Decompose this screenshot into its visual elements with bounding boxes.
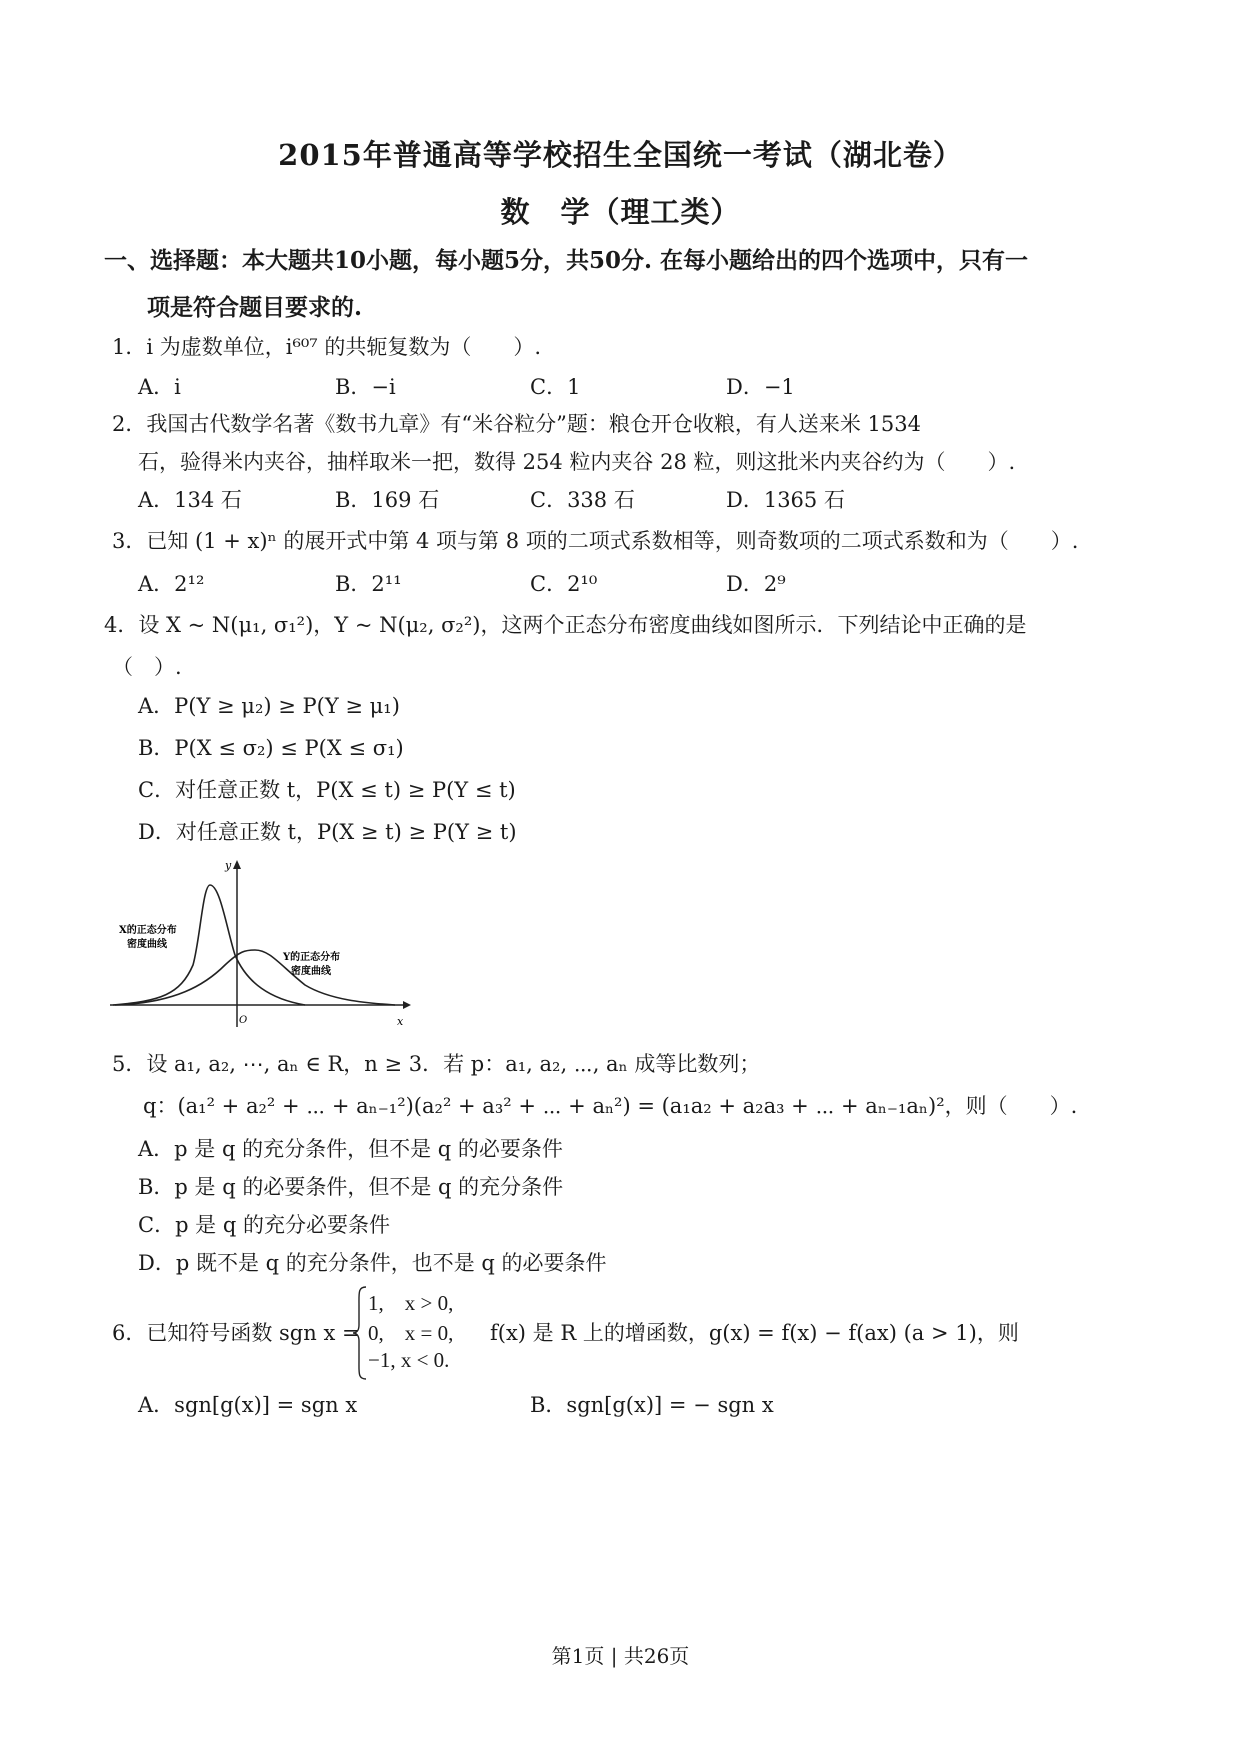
q6-case-1: 1, x > 0,	[368, 1291, 454, 1315]
x-axis-label: x	[397, 1015, 404, 1028]
question-6-prefix: 6．已知符号函数 sgn x =	[112, 1321, 360, 1345]
q3-option-c: C．2¹⁰	[530, 572, 598, 596]
normal-distribution-figure	[105, 855, 415, 1030]
section-heading-line2: 项是符合题目要求的.	[147, 294, 363, 321]
q2-option-a: A．134 石	[138, 488, 242, 512]
q1-option-b: B．−i	[335, 375, 396, 399]
q2-option-b: B．169 石	[335, 488, 440, 512]
q6-case-2: 0, x = 0,	[368, 1321, 454, 1345]
origin-label: O	[239, 1015, 248, 1026]
q3-option-a: A．2¹²	[138, 572, 205, 596]
question-5-line2: q：(a₁² + a₂² + ⋯ + aₙ₋₁²)(a₂² + a₃² + ⋯ + aₙ²) = (a₁a₂ + a₂a₃ + ⋯ + aₙ₋₁aₙ)²，则（ ）.	[143, 1094, 1078, 1118]
question-6-suffix: f(x) 是 R 上的增函数，g(x) = f(x) − f(ax) (a > 1)，则	[490, 1321, 1019, 1345]
exam-title: 2015年普通高等学校招生全国统一考试（湖北卷）	[278, 138, 963, 172]
q1-option-d: D．−1	[726, 375, 795, 399]
question-1-text: 1．i 为虚数单位，i⁶⁰⁷ 的共轭复数为（ ）.	[112, 335, 542, 359]
y-curve-label-2: 密度曲线	[291, 966, 331, 977]
q6-option-a: A．sgn[g(x)] = sgn x	[138, 1393, 358, 1417]
q5-option-a: A．p 是 q 的充分条件，但不是 q 的必要条件	[138, 1137, 563, 1161]
q5-option-c: C．p 是 q 的充分必要条件	[138, 1213, 390, 1237]
y-density-curve	[115, 950, 395, 1005]
section-heading-line1: 一、选择题：本大题共10小题，每小题5分，共50分. 在每小题给出的四个选项中，只有一	[104, 247, 1029, 274]
q6-option-b: B．sgn[g(x)] = − sgn x	[530, 1393, 774, 1417]
q4-option-c: C．对任意正数 t，P(X ≤ t) ≥ P(Y ≤ t)	[138, 778, 516, 802]
y-curve-label-1: Y的正态分布	[283, 952, 341, 963]
q4-option-b: B．P(X ≤ σ₂) ≤ P(X ≤ σ₁)	[138, 736, 404, 760]
question-3-text: 3．已知 (1 + x)ⁿ 的展开式中第 4 项与第 8 项的二项式系数相等，则奇数项的二项式系数和为（ ）.	[112, 529, 1079, 553]
q2-option-d: D．1365 石	[726, 488, 845, 512]
question-2-line2: 石，验得米内夹谷，抽样取米一把，数得 254 粒内夹谷 28 粒，则这批米内夹谷约为（ ）.	[138, 450, 1016, 474]
q4-option-d: D．对任意正数 t，P(X ≥ t) ≥ P(Y ≥ t)	[138, 820, 517, 844]
q3-option-b: B．2¹¹	[335, 572, 402, 596]
question-4-line2: （ ）.	[112, 655, 182, 679]
q1-option-c: C．1	[530, 375, 581, 399]
piecewise-brace	[352, 1285, 368, 1381]
q5-option-b: B．p 是 q 的必要条件，但不是 q 的充分条件	[138, 1175, 564, 1199]
exam-subtitle: 数 学（理工类）	[500, 195, 741, 229]
q5-option-d: D．p 既不是 q 的充分条件，也不是 q 的必要条件	[138, 1251, 607, 1275]
x-axis-arrow	[403, 1001, 411, 1009]
y-axis-label: y	[225, 859, 232, 872]
question-4-line1: 4．设 X ~ N(μ₁, σ₁²)，Y ~ N(μ₂, σ₂²)，这两个正态分布密度曲线如图所示．下列结论中正确的是	[104, 613, 1027, 637]
q2-option-c: C．338 石	[530, 488, 635, 512]
q4-option-a: A．P(Y ≥ μ₂) ≥ P(Y ≥ μ₁)	[138, 694, 400, 718]
x-curve-label-2: 密度曲线	[127, 939, 167, 950]
q1-option-a: A．i	[138, 375, 181, 399]
x-curve-label-1: X的正态分布	[119, 925, 177, 936]
y-axis-arrow	[233, 860, 241, 869]
question-5-line1: 5．设 a₁, a₂, ⋯, aₙ ∈ R，n ≥ 3．若 p：a₁, a₂, ⋯, aₙ 成等比数列；	[112, 1052, 761, 1076]
question-2-line1: 2．我国古代数学名著《数书九章》有“米谷粒分”题：粮仓开仓收粮，有人送来米 1534	[112, 412, 921, 436]
page-footer: 第1页 | 共26页	[551, 1644, 690, 1668]
q6-case-3: −1, x < 0.	[368, 1348, 450, 1372]
q3-option-d: D．2⁹	[726, 572, 786, 596]
